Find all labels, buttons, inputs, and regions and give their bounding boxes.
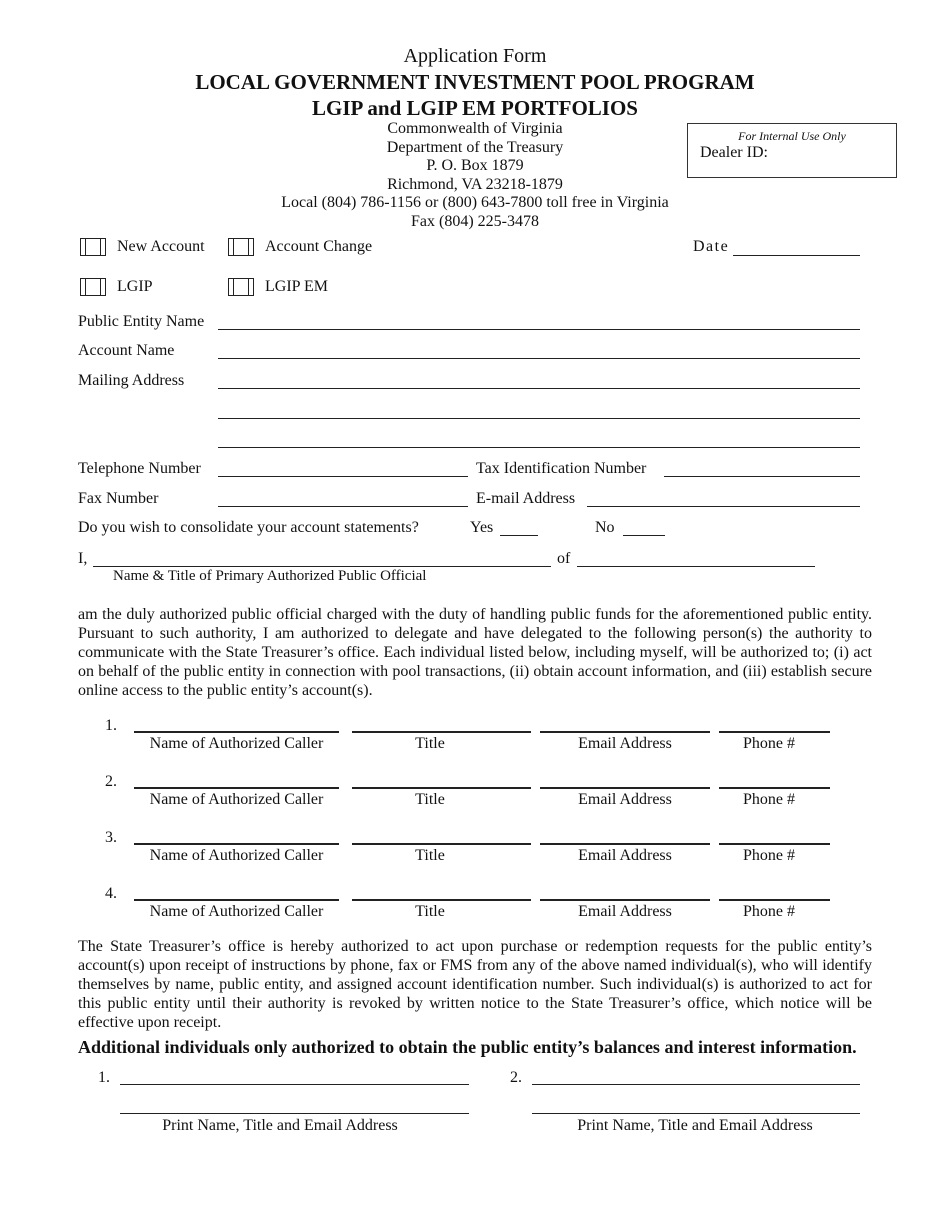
caller-name-caption: Name of Authorized Caller [149, 735, 324, 752]
new-account-checkbox[interactable] [80, 238, 106, 256]
caller-email-caption: Email Address [578, 903, 672, 920]
caller-title-caption: Title [415, 735, 445, 752]
caller-email-caption: Email Address [578, 735, 672, 752]
internal-use-box [687, 123, 897, 178]
address-line: Department of the Treasury [386, 138, 564, 156]
treasurer-authorization-paragraph: The State Treasurer’s office is hereby authorized to act upon purchase or redemption requests for the public entity’s account(s) upon receipt of instructions by phone, fax or FMS from any of the above named individual(s), who will identify themselves by name, public entity, and assigned account identification number. Such individual(s) is authorized to act for this public entity until their authority is revoked by written notice to the State Treasurer’s office, which notice will be effective upon receipt. [78, 938, 872, 1031]
additional-number-2: 2. [510, 1069, 522, 1086]
lgip-em-label: LGIP EM [265, 278, 328, 295]
mailing-address-line-1[interactable] [218, 388, 860, 389]
tax-id-field[interactable] [664, 476, 860, 477]
caller-email-field[interactable] [540, 787, 710, 789]
caller-name-caption: Name of Authorized Caller [149, 903, 324, 920]
caller-title-field[interactable] [352, 731, 531, 733]
public-entity-name-field[interactable] [218, 329, 860, 330]
caller-email-field[interactable] [540, 899, 710, 901]
i-label: I, [78, 550, 88, 567]
additional-individual-2-field-2[interactable] [532, 1113, 860, 1114]
caller-number: 3. [105, 829, 117, 846]
account-change-checkbox[interactable] [228, 238, 254, 256]
portfolios-title: LGIP and LGIP EM PORTFOLIOS [311, 96, 638, 120]
caller-title-field[interactable] [352, 787, 531, 789]
additional-number-1: 1. [98, 1069, 110, 1086]
no-label: No [595, 519, 615, 536]
internal-use-label: For Internal Use Only [738, 129, 846, 143]
caller-phone-field[interactable] [719, 843, 830, 845]
dealer-id-label: Dealer ID: [700, 144, 768, 161]
caller-phone-caption: Phone # [743, 847, 795, 864]
additional-individual-2-field[interactable] [532, 1084, 860, 1085]
caller-phone-field[interactable] [719, 731, 830, 733]
public-entity-name-label: Public Entity Name [78, 313, 205, 330]
caller-name-caption: Name of Authorized Caller [149, 847, 324, 864]
caller-phone-caption: Phone # [743, 791, 795, 808]
caller-name-field[interactable] [134, 843, 339, 845]
additional-caption-2: Print Name, Title and Email Address [577, 1117, 813, 1134]
tax-id-label: Tax Identification Number [476, 460, 647, 477]
additional-individual-1-field-2[interactable] [120, 1113, 469, 1114]
yes-field[interactable] [500, 535, 538, 536]
program-title: LOCAL GOVERNMENT INVESTMENT POOL PROGRAM [195, 70, 755, 94]
official-caption: Name & Title of Primary Authorized Public Official [113, 568, 427, 584]
authorization-paragraph: am the duly authorized public official charged with the duty of handling public funds for the aforementioned public entity. Pursuant to such authority, I am authorized to delegate and have delegated to the following person(s) the authority to communicate with the State Treasurer’s office. Each individual listed below, including myself, will be authorized to; (i) act on behalf of the public entity in connection with pool transactions, (ii) obtain account information, and (iii) establish secure online access to the public entity’s account(s). [78, 606, 872, 699]
caller-email-caption: Email Address [578, 847, 672, 864]
of-label: of [557, 550, 571, 567]
mailing-address-label: Mailing Address [78, 372, 185, 389]
official-entity-field[interactable] [577, 566, 815, 567]
account-name-label: Account Name [78, 342, 175, 359]
caller-email-caption: Email Address [578, 791, 672, 808]
new-account-label: New Account [117, 238, 205, 255]
address-line: Local (804) 786-1156 or (800) 643-7800 toll free in Virginia [281, 194, 669, 211]
address-line: Richmond, VA 23218-1879 [387, 175, 563, 193]
email-address-field[interactable] [587, 506, 860, 507]
telephone-number-label: Telephone Number [78, 460, 201, 477]
consolidate-question: Do you wish to consolidate your account statements? [78, 519, 419, 536]
date-label: Date [693, 238, 730, 255]
account-change-label: Account Change [265, 238, 373, 255]
caller-title-field[interactable] [352, 843, 531, 845]
mailing-address-line-2[interactable] [218, 418, 860, 419]
yes-label: Yes [470, 519, 494, 536]
caller-phone-caption: Phone # [743, 735, 795, 752]
fax-number-label: Fax Number [78, 490, 159, 507]
caller-phone-field[interactable] [719, 787, 830, 789]
caller-title-caption: Title [415, 847, 445, 864]
lgip-em-checkbox[interactable] [228, 278, 254, 296]
caller-title-caption: Title [415, 791, 445, 808]
caller-title-caption: Title [415, 903, 445, 920]
caller-number: 4. [105, 885, 117, 902]
address-line: Fax (804) 225-3478 [411, 212, 539, 230]
additional-caption-1: Print Name, Title and Email Address [162, 1117, 398, 1134]
caller-name-field[interactable] [134, 787, 339, 789]
form-title: Application Form [403, 45, 547, 67]
address-line: P. O. Box 1879 [426, 157, 524, 174]
caller-email-field[interactable] [540, 843, 710, 845]
caller-phone-field[interactable] [719, 899, 830, 901]
caller-name-field[interactable] [134, 899, 339, 901]
date-field[interactable] [733, 255, 860, 256]
official-name-field[interactable] [93, 566, 551, 567]
caller-phone-caption: Phone # [743, 903, 795, 920]
caller-email-field[interactable] [540, 731, 710, 733]
mailing-address-line-3[interactable] [218, 447, 860, 448]
no-field[interactable] [623, 535, 665, 536]
fax-number-field[interactable] [218, 506, 468, 507]
additional-individual-1-field[interactable] [120, 1084, 469, 1085]
caller-number: 1. [105, 717, 117, 734]
caller-number: 2. [105, 773, 117, 790]
email-address-label: E-mail Address [476, 490, 576, 507]
account-name-field[interactable] [218, 358, 860, 359]
address-line: Commonwealth of Virginia [387, 120, 563, 137]
caller-name-caption: Name of Authorized Caller [149, 791, 324, 808]
lgip-checkbox[interactable] [80, 278, 106, 296]
caller-name-field[interactable] [134, 731, 339, 733]
caller-title-field[interactable] [352, 899, 531, 901]
lgip-label: LGIP [117, 278, 153, 295]
telephone-number-field[interactable] [218, 476, 468, 477]
additional-individuals-heading: Additional individuals only authorized to obtain the public entity’s balances and interest information. [78, 1037, 857, 1057]
